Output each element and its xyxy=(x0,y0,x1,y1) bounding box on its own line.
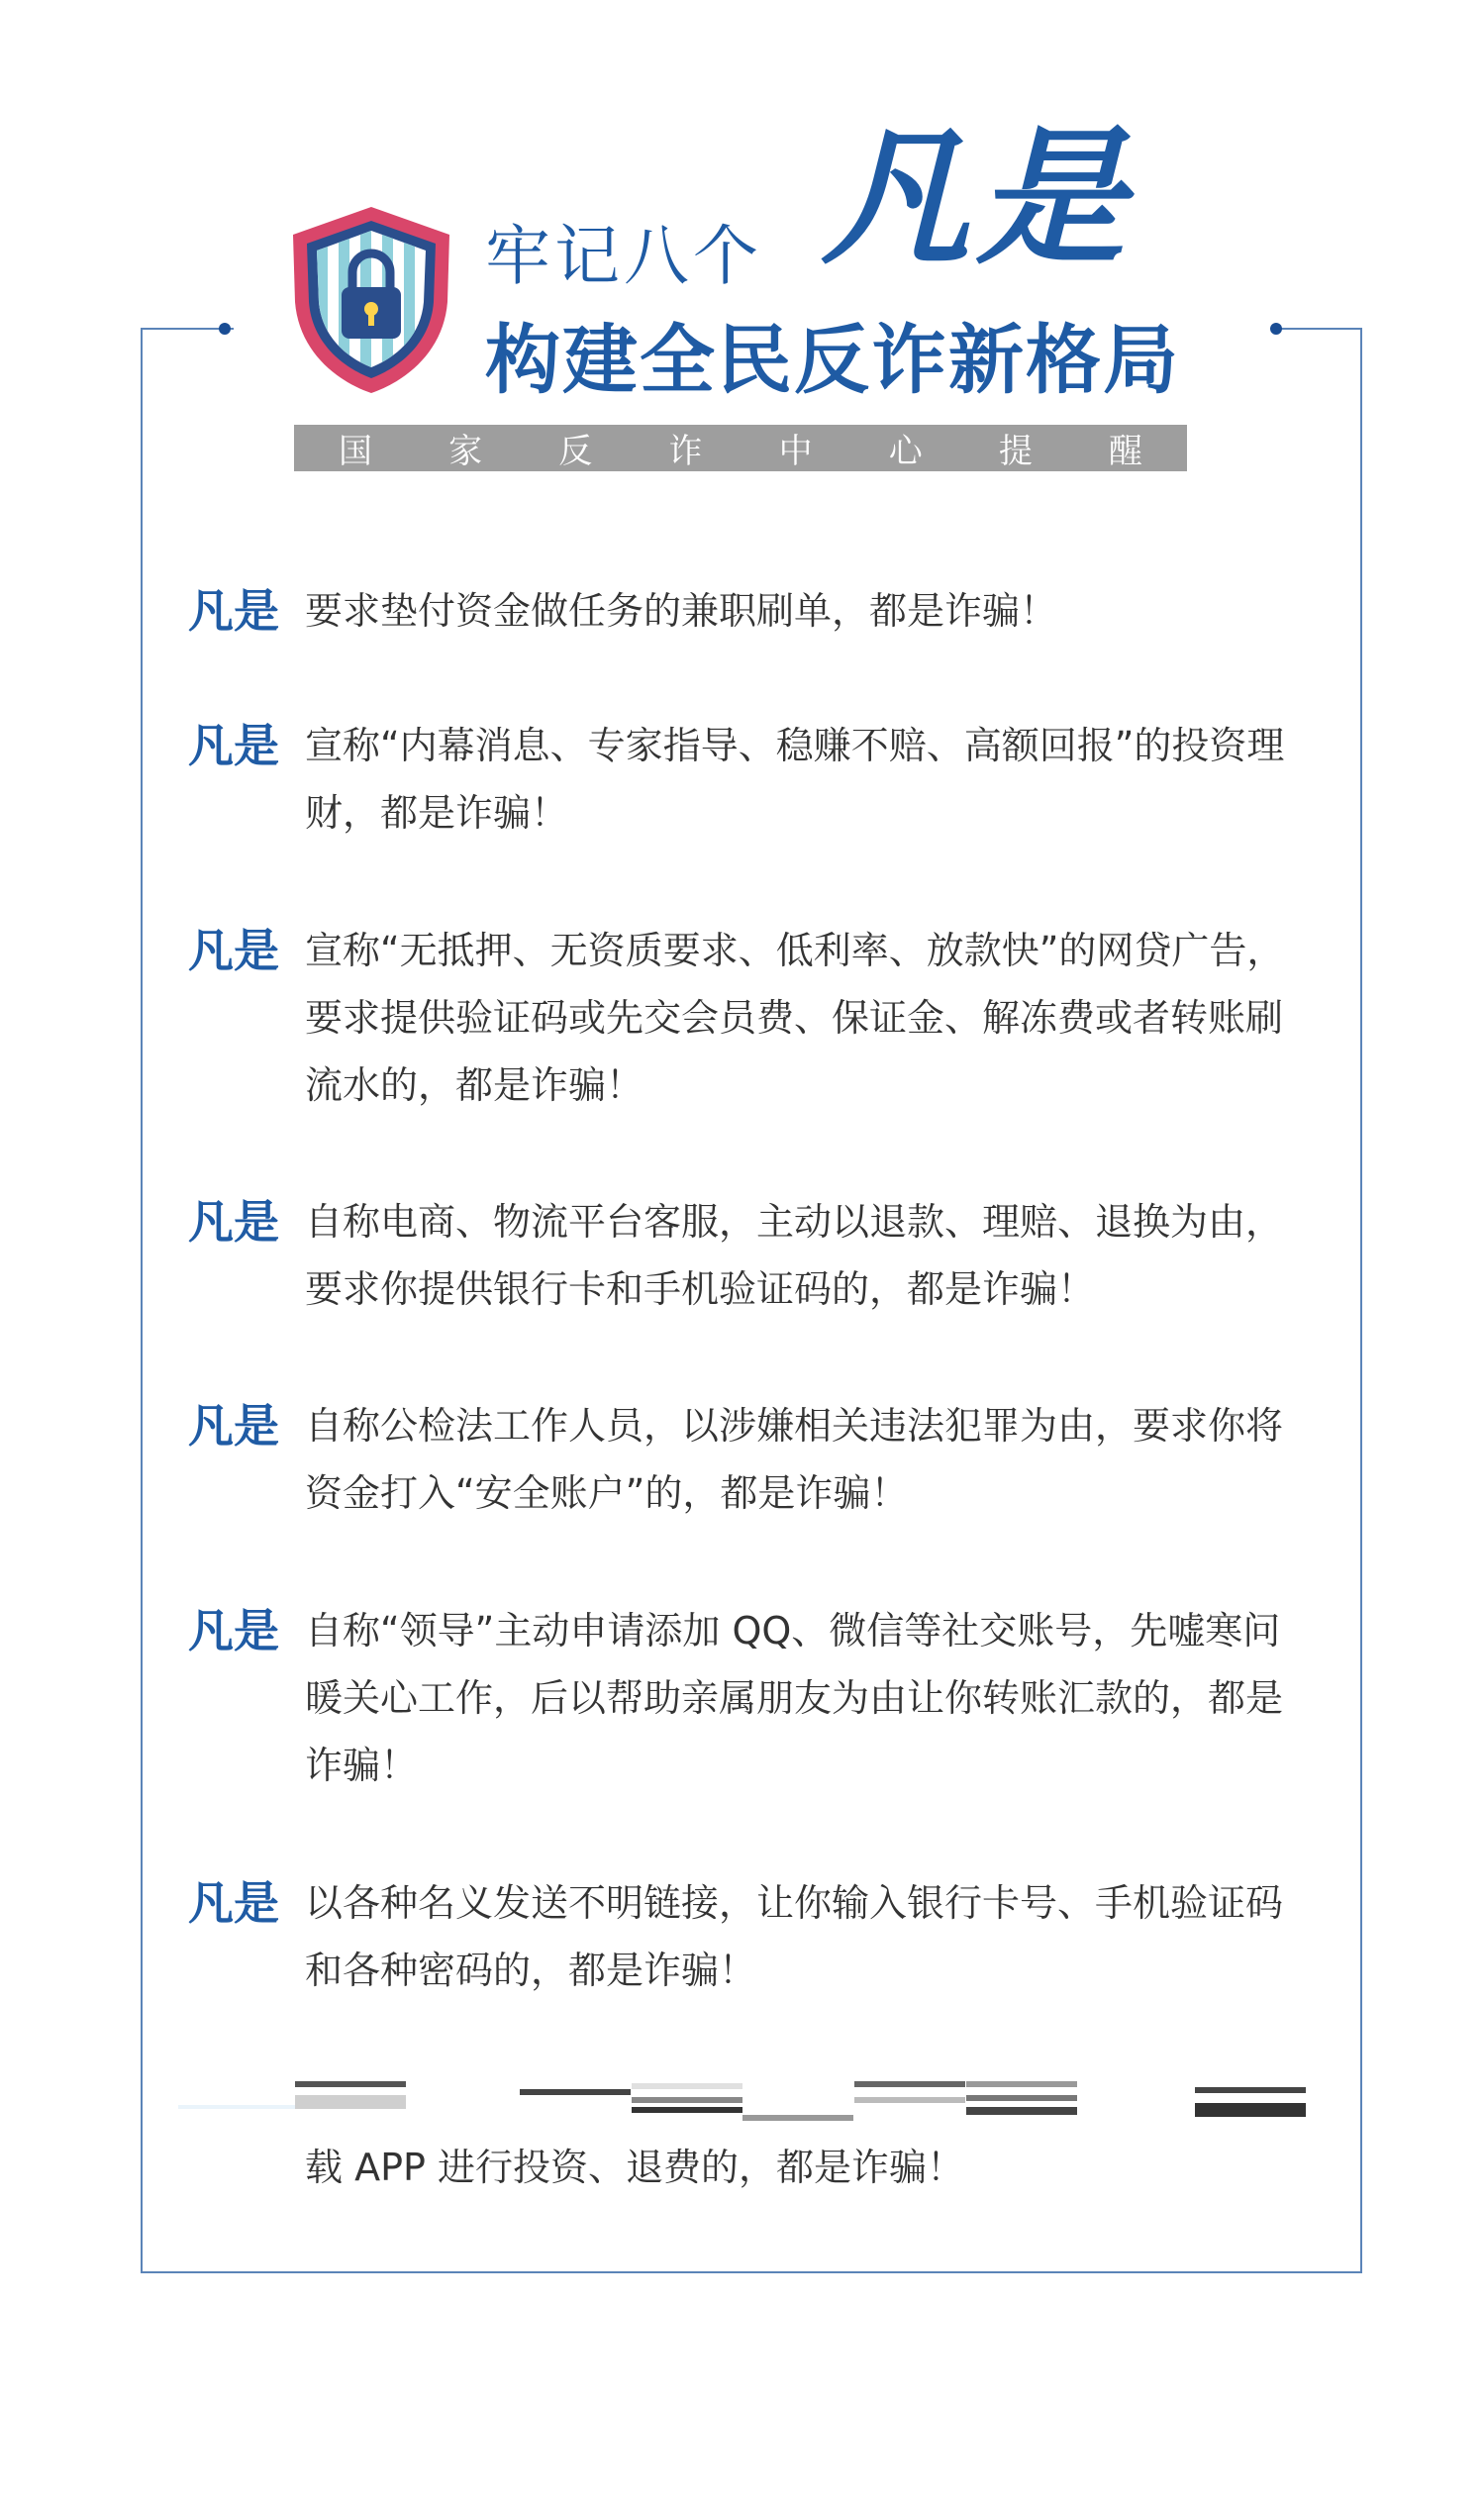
frame-dot-left xyxy=(219,323,231,335)
last-line-text: 载 APP 进行投资、退费的，都是诈骗！ xyxy=(305,2146,964,2189)
title-line-2: 构建全民反诈新格局 xyxy=(485,316,1180,404)
item-lead: 凡是 xyxy=(188,584,279,638)
subtitle-bar xyxy=(294,425,1187,471)
item-text: 宣称“无抵押、无资质要求、低利率、放款快”的网贷广告，要求提供验证码或先交会员费、保证金、解冻费或者转账刷流水的，都是诈骗！ xyxy=(305,929,1285,1107)
subtitle-char: 中 xyxy=(778,432,813,471)
shield-lock-icon xyxy=(287,203,455,396)
item-lead: 凡是 xyxy=(188,1876,279,1930)
item-text: 宣称“内幕消息、专家指导、稳赚不赔、高额回报”的投资理财，都是诈骗！ xyxy=(305,724,1285,835)
item-text: 以各种名义发送不明链接，让你输入银行卡号、手机验证码和各种密码的，都是诈骗！ xyxy=(305,1881,1284,1992)
item-lead: 凡是 xyxy=(188,719,279,772)
subtitle-char: 提 xyxy=(998,432,1033,471)
title-big: 凡是 xyxy=(822,111,1132,285)
subtitle-char: 心 xyxy=(888,432,923,471)
item-text: 自称“领导”主动申请添加 QQ、微信等社交账号，先嘘寒问暖关心工作，后以帮助亲属朋友为由让你转账汇款的，都是诈骗！ xyxy=(305,1609,1284,1787)
item-lead: 凡是 xyxy=(188,1195,279,1249)
title-line-1: 牢记八个 xyxy=(485,218,762,294)
frame-top-right-line xyxy=(1271,328,1362,330)
subtitle-char: 诈 xyxy=(668,432,703,471)
item-lead: 凡是 xyxy=(188,924,279,977)
item-lead: 凡是 xyxy=(188,1399,279,1452)
subtitle-char: 醒 xyxy=(1108,432,1142,471)
item-text: 要求垫付资金做任务的兼职刷单，都是诈骗！ xyxy=(305,589,1058,633)
subtitle-char: 家 xyxy=(448,432,483,471)
item-lead: 凡是 xyxy=(188,1604,279,1657)
frame-dot-right xyxy=(1270,323,1282,335)
item-text: 自称电商、物流平台客服，主动以退款、理赔、退换为由，要求你提供银行卡和手机验证码的，都是诈骗！ xyxy=(305,1200,1284,1311)
item-text: 自称公检法工作人员，以涉嫌相关违法犯罪为由，要求你将资金打入“安全账户”的，都是诈骗！ xyxy=(305,1404,1284,1515)
obscured-text-region xyxy=(178,2075,1312,2129)
subtitle-char: 国 xyxy=(339,432,372,471)
subtitle-char: 反 xyxy=(558,432,593,471)
